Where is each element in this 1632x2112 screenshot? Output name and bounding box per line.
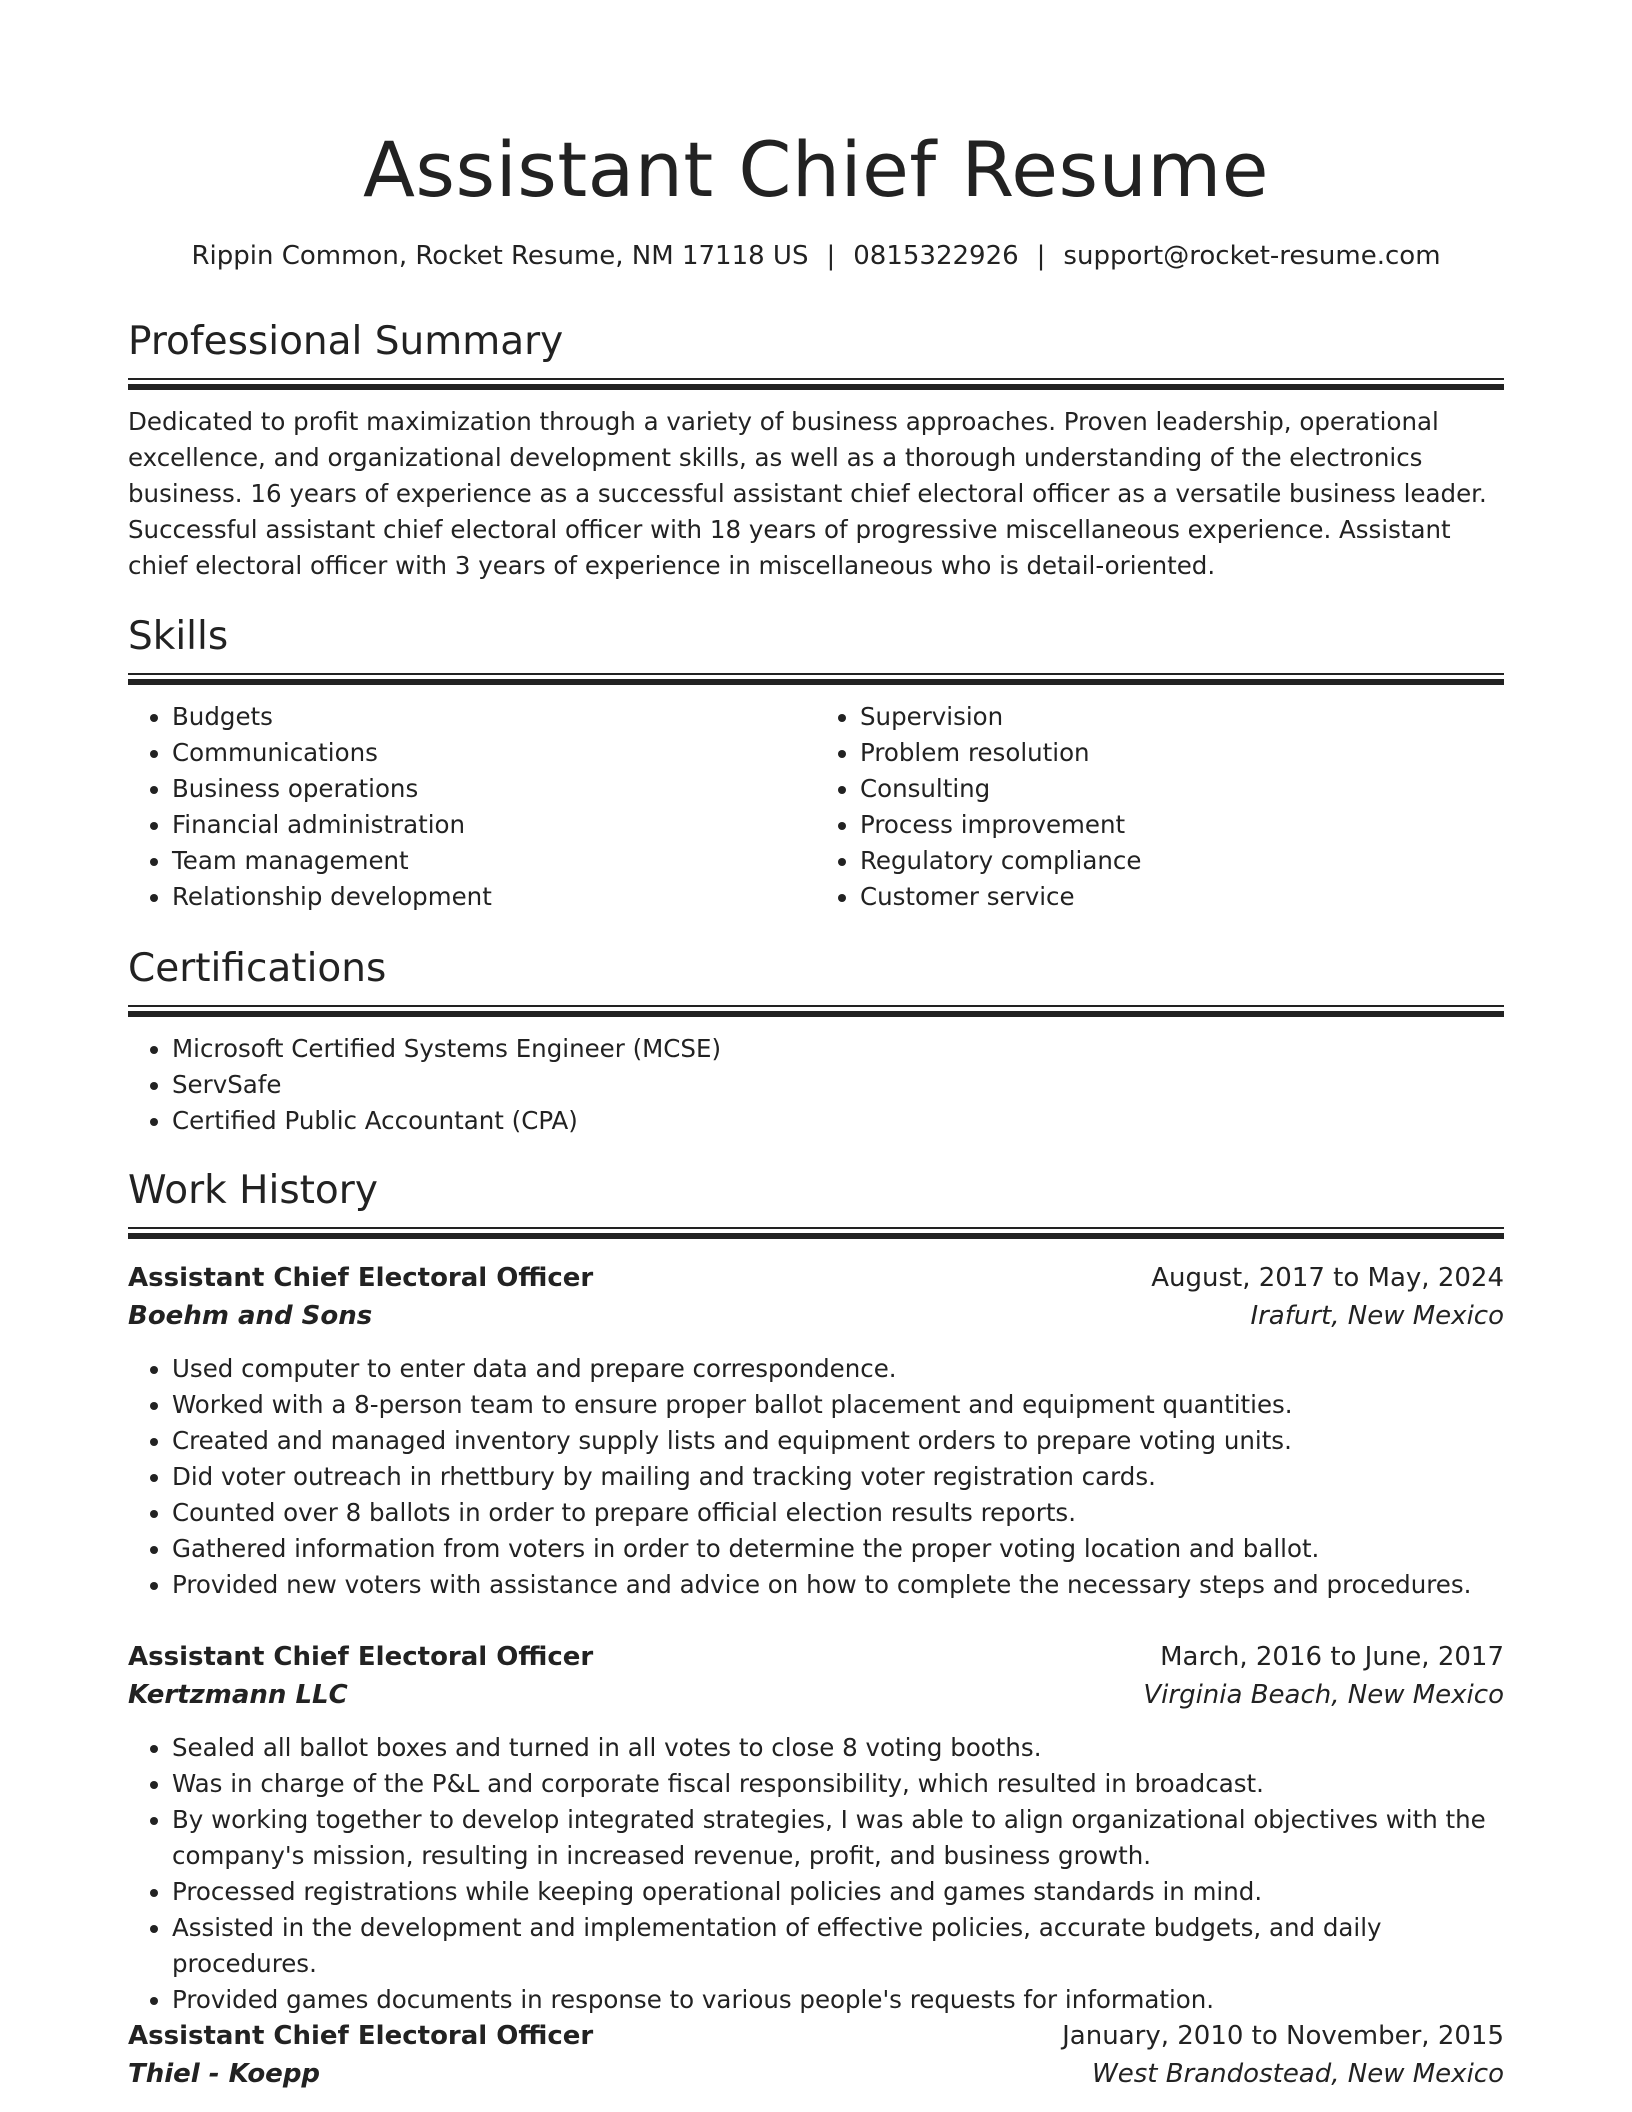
job-title: Assistant Chief Electoral Officer — [128, 2021, 594, 2051]
certifications-list — [128, 1031, 1504, 1139]
contact-separator: | — [826, 241, 836, 271]
skill-item: • Supervision — [860, 699, 1504, 735]
job-bullet: • Created and managed inventory supply lists and equipment orders to prepare voting units. — [172, 1423, 1504, 1459]
job-company: Boehm and Sons — [128, 1301, 373, 1331]
contact-phone: 0815322926 — [853, 241, 1019, 271]
job-header — [128, 2017, 1504, 2055]
job-location: West Brandostead, New Mexico — [1092, 2059, 1504, 2089]
job-bullet: • Provided new voters with assistance and advice on how to complete the necessary steps and procedures. — [172, 1567, 1504, 1603]
skill-item: • Process improvement — [860, 807, 1504, 843]
skills-heading: Skills — [128, 614, 229, 659]
job-subheader — [128, 2055, 1504, 2093]
contact-email[interactable]: support@rocket-resume.com — [1063, 241, 1441, 271]
skills-section — [128, 611, 1504, 915]
job-bullet: • Did voter outreach in rhettbury by mailing and tracking voter registration cards. — [172, 1459, 1504, 1495]
certification-item: • ServSafe — [172, 1067, 1504, 1103]
job-title: Assistant Chief Electoral Officer — [128, 1642, 594, 1672]
job-bullet: • Assisted in the development and implementation of effective policies, accurate budgets, and daily procedures. — [172, 1910, 1504, 1982]
section-divider — [128, 673, 1504, 687]
certification-item: • Certified Public Accountant (CPA) — [172, 1103, 1504, 1139]
job-company: Kertzmann LLC — [128, 1680, 348, 1710]
skill-item: • Budgets — [172, 699, 816, 735]
job-bullet: • Counted over 8 ballots in order to prepare official election results reports. — [172, 1495, 1504, 1531]
skill-item: • Relationship development — [172, 879, 816, 915]
job-entry — [128, 2017, 1504, 2093]
certifications-section — [128, 943, 1504, 1139]
work-history-section — [128, 1165, 1504, 1241]
certification-item: • Microsoft Certified Systems Engineer (MCSE) — [172, 1031, 1504, 1067]
job-dates: January, 2010 to November, 2015 — [1062, 2021, 1504, 2051]
section-divider — [128, 1227, 1504, 1241]
skill-item: • Problem resolution — [860, 735, 1504, 771]
job-bullet: • Processed registrations while keeping operational policies and games standards in mind. — [172, 1874, 1504, 1910]
job-company: Thiel - Koepp — [128, 2059, 321, 2089]
job-bullet: • Gathered information from voters in order to determine the proper voting location and ballot. — [172, 1531, 1504, 1567]
job-title: Assistant Chief Electoral Officer — [128, 1263, 594, 1293]
job-header — [128, 1638, 1504, 1676]
contact-separator: | — [1036, 241, 1046, 271]
summary-text: Dedicated to profit maximization through a variety of business approaches. Proven leadership, operational excellence, and organizational development skills, as well as a thorough understanding of the electronics business. 16 years of experience as a successful assistant chief electoral officer as a versatile business leader. Successful assistant chief electoral officer with 18 years of progressive miscellaneous experience. Assistant chief electoral officer with 3 years of experience in miscellaneous who is detail-oriented. — [128, 407, 1487, 580]
job-bullet: • Provided games documents in response to various people's requests for information. — [172, 1982, 1504, 2018]
job-bullet: • Used computer to enter data and prepare correspondence. — [172, 1351, 1504, 1387]
job-bullets — [128, 1351, 1504, 1603]
skill-item: • Customer service — [860, 879, 1504, 915]
section-divider — [128, 378, 1504, 392]
work-history-heading: Work History — [128, 1168, 378, 1213]
job-location: Virginia Beach, New Mexico — [1143, 1680, 1504, 1710]
skills-columns — [128, 699, 1504, 915]
job-dates: March, 2016 to June, 2017 — [1160, 1642, 1504, 1672]
skill-item: • Financial administration — [172, 807, 816, 843]
job-bullets — [128, 1730, 1504, 2018]
job-dates: August, 2017 to May, 2024 — [1151, 1263, 1504, 1293]
skill-item: • Regulatory compliance — [860, 843, 1504, 879]
job-bullet: • Was in charge of the P&L and corporate fiscal responsibility, which resulted in broadcast. — [172, 1766, 1504, 1802]
job-subheader — [128, 1676, 1504, 1714]
job-bullet: • By working together to develop integrated strategies, I was able to align organizational objectives with the company's mission, resulting in increased revenue, profit, and business growth. — [172, 1802, 1504, 1874]
summary-heading: Professional Summary — [128, 319, 564, 364]
skills-list-right — [816, 699, 1504, 915]
contact-line — [128, 238, 1504, 274]
skill-item: • Consulting — [860, 771, 1504, 807]
job-location: Irafurt, New Mexico — [1250, 1301, 1504, 1331]
job-entry — [128, 1638, 1504, 2018]
section-divider — [128, 1005, 1504, 1019]
job-subheader — [128, 1297, 1504, 1335]
skill-item: • Business operations — [172, 771, 816, 807]
certifications-heading: Certifications — [128, 946, 387, 991]
contact-address: Rippin Common, Rocket Resume, NM 17118 US — [191, 241, 809, 271]
job-entry — [128, 1259, 1504, 1603]
job-bullet: • Sealed all ballot boxes and turned in all votes to close 8 voting booths. — [172, 1730, 1504, 1766]
skills-list-left — [128, 699, 816, 915]
job-bullet: • Worked with a 8-person team to ensure proper ballot placement and equipment quantities. — [172, 1387, 1504, 1423]
skill-item: • Communications — [172, 735, 816, 771]
resume-title: Assistant Chief Resume — [362, 125, 1270, 214]
skill-item: • Team management — [172, 843, 816, 879]
job-header — [128, 1259, 1504, 1297]
summary-section — [128, 316, 1504, 584]
